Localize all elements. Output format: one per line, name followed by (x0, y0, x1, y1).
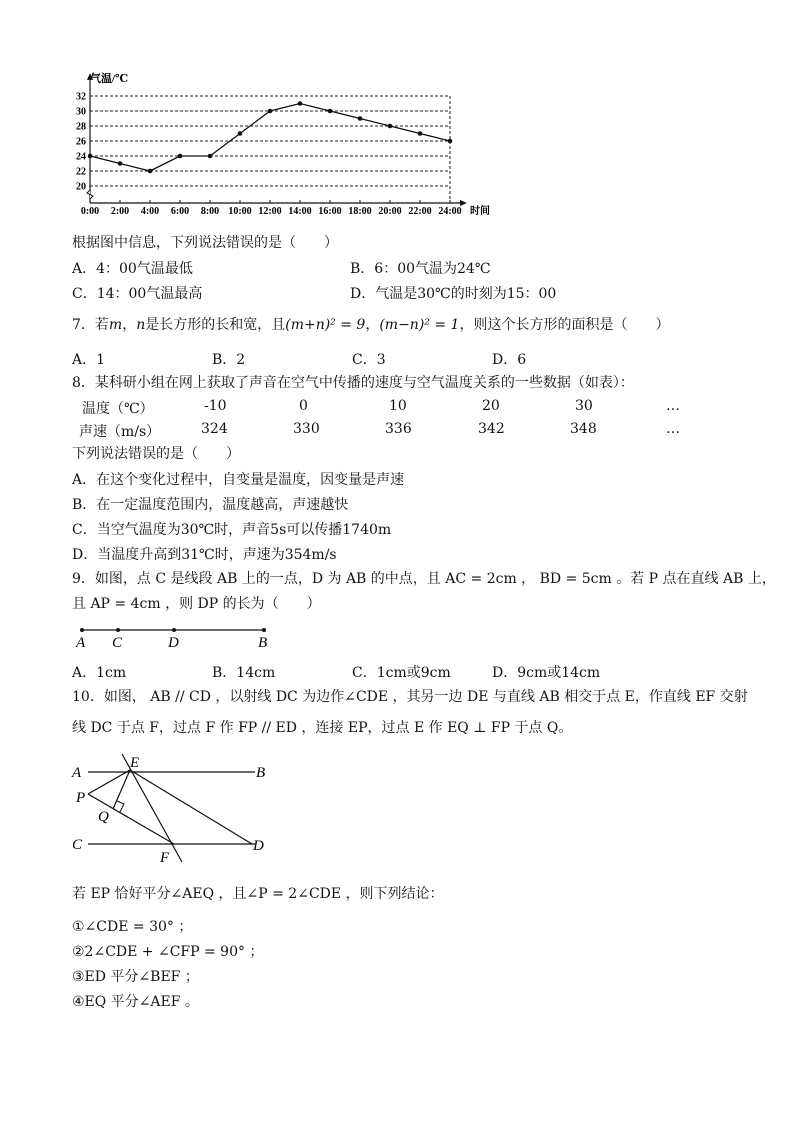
x-tick-label: 4:00 (140, 206, 160, 217)
q10-line1: 10．如图， AB // CD ，以射线 DC 为边作∠CDE ，其另一边 DE 与直线 AB 相交于点 E，作直线 EF 交射 (72, 689, 748, 705)
q7-comma1: ， (122, 317, 137, 333)
q8-table-cell: 324 (201, 421, 228, 437)
q8-table-cell: 0 (299, 398, 308, 414)
q8-table-cell: … (666, 421, 680, 437)
x-tick-label: 16:00 (318, 206, 342, 217)
q7-tail: ，则这个长方形的面积是（ ） (459, 317, 670, 333)
q7-comma2: ， (365, 317, 380, 333)
q10-conclusion-3: ③ED 平分∠BEF ； (72, 969, 199, 985)
q6-option-b[interactable]: B．6：00气温为24℃ (350, 261, 491, 277)
data-point (388, 124, 393, 129)
point-b (262, 628, 266, 632)
q7-var-m: m (108, 317, 123, 333)
q8-table-cell: 20 (482, 398, 500, 414)
data-point (88, 154, 93, 159)
q8-table-cell: 336 (385, 421, 412, 437)
point-d (172, 628, 176, 632)
data-point (148, 169, 153, 174)
q10-conclusion-4: ④EQ 平分∠AEF 。 (72, 994, 199, 1010)
segment-ep (88, 770, 130, 794)
q9-option-d[interactable]: D．9cm或14cm (492, 665, 601, 681)
q7-option-a[interactable]: A．1 (72, 352, 106, 368)
q7-var-n: n (136, 317, 146, 333)
data-point (358, 116, 363, 121)
q8-table-cell: … (666, 398, 680, 414)
y-tick-label: 28 (76, 121, 86, 133)
data-point (238, 131, 243, 136)
series-line (90, 104, 450, 172)
q6-option-c[interactable]: C．14：00气温最高 (72, 286, 203, 302)
q10-geometry-figure (70, 750, 280, 868)
label-b: B (256, 765, 266, 781)
x-tick-label: 12:00 (258, 206, 282, 217)
point-a (80, 628, 84, 632)
q8-option-a[interactable]: A．在这个变化过程中，自变量是温度，因变量是声速 (72, 472, 405, 488)
x-tick-label: 20:00 (378, 206, 402, 217)
q10-conclusion-1: ①∠CDE = 30° ； (72, 919, 193, 935)
label-p: P (76, 790, 86, 806)
label-q: Q (98, 809, 109, 825)
q8-table-cell: 348 (570, 421, 597, 437)
segment-ed (130, 770, 252, 844)
q9-line2: 且 AP = 4cm ，则 DP 的长为（ ） (72, 596, 321, 612)
label-c: C (112, 635, 123, 651)
label-a: A (76, 635, 86, 651)
q8-table-cell: 30 (575, 398, 593, 414)
label-b: B (258, 635, 268, 651)
point-c (116, 628, 120, 632)
data-point (118, 161, 123, 166)
q7-expr1: (m+n)² = 9 (285, 317, 366, 333)
y-tick-label: 26 (76, 136, 86, 148)
data-point (268, 109, 273, 114)
data-point (418, 131, 423, 136)
q10-condition: 若 EP 恰好平分∠AEQ ，且∠P = 2∠CDE ，则下列结论： (72, 886, 444, 902)
label-e: E (130, 755, 140, 771)
label-d: D (168, 635, 179, 651)
chart-y-axis-label: 气温/℃ (90, 73, 129, 85)
q7-prefix: 7．若 (72, 317, 109, 333)
q6-option-a[interactable]: A．4：00气温最低 (72, 261, 193, 277)
q9-segment-figure (70, 618, 280, 654)
q9-option-b[interactable]: B．14cm (212, 665, 276, 681)
q6-option-d[interactable]: D．气温是30℃的时刻为15：00 (350, 286, 557, 302)
q8-table-cell: -10 (204, 398, 227, 414)
data-point (208, 154, 213, 159)
temperature-line-chart (60, 66, 510, 226)
y-tick-label: 22 (76, 166, 86, 178)
q8-table-header-speed: 声速（m/s） (79, 424, 161, 440)
q7-mid: 是长方形的长和宽，且 (145, 317, 286, 333)
q8-option-c[interactable]: C．当空气温度为30℃时，声音5s可以传播1740m (72, 522, 392, 538)
data-point (298, 101, 303, 106)
q7-option-c[interactable]: C．3 (352, 352, 386, 368)
q8-table-cell: 342 (478, 421, 505, 437)
data-point (178, 154, 183, 159)
y-tick-label: 20 (76, 181, 86, 193)
axis-break-mark (87, 190, 93, 199)
chart-x-axis-label: 时间 (470, 206, 490, 217)
q8-table-cell: 330 (293, 421, 320, 437)
q8-option-b[interactable]: B．在一定温度范围内，温度越高，声速越快 (72, 497, 349, 513)
x-tick-label: 2:00 (110, 206, 130, 217)
label-d: D (253, 838, 264, 854)
label-f: F (160, 850, 170, 866)
data-point (328, 109, 333, 114)
x-tick-label: 14:00 (288, 206, 312, 217)
q8-option-d[interactable]: D．当温度升高到31℃时，声速为354m/s (72, 547, 337, 563)
q7-stem (72, 315, 669, 335)
q9-line1: 9．如图，点 C 是线段 AB 上的一点，D 为 AB 的中点，且 AC = 2cm ， BD = 5cm 。若 P 点在直线 AB 上， (72, 571, 776, 587)
x-tick-label: 0:00 (80, 206, 100, 217)
data-point (448, 139, 453, 144)
x-tick-label: 22:00 (408, 206, 432, 217)
q8-question: 下列说法错误的是（ ） (72, 446, 240, 462)
q7-option-b[interactable]: B．2 (212, 352, 246, 368)
q8-table-cell: 10 (389, 398, 407, 414)
right-angle-mark (117, 801, 124, 812)
q10-conclusion-2: ②2∠CDE + ∠CFP = 90° ； (72, 944, 264, 960)
q8-stem: 8．某科研小组在网上获取了声音在空气中传播的速度与空气温度关系的一些数据（如表）： (72, 375, 634, 391)
q10-line2: 线 DC 于点 F，过点 F 作 FP // ED ，连接 EP，过点 E 作 EQ ⊥ FP 于点 Q。 (72, 720, 573, 736)
q7-option-d[interactable]: D．6 (492, 352, 527, 368)
y-tick-label: 30 (76, 106, 86, 118)
x-tick-label: 10:00 (228, 206, 252, 217)
q6-stem: 根据图中信息，下列说法错误的是（ ） (72, 235, 338, 251)
label-c: C (72, 837, 83, 853)
chart-series (88, 101, 453, 173)
q8-table-header-temp: 温度（℃） (82, 401, 154, 417)
x-tick-label: 8:00 (200, 206, 220, 217)
x-tick-label: 24:00 (438, 206, 462, 217)
x-tick-label: 6:00 (170, 206, 190, 217)
label-a: A (72, 765, 82, 781)
x-tick-label: 18:00 (348, 206, 372, 217)
y-tick-label: 32 (76, 91, 86, 103)
y-tick-label: 24 (76, 151, 86, 163)
q7-expr2: (m−n)² = 1 (379, 317, 460, 333)
q9-option-a[interactable]: A．1cm (72, 665, 127, 681)
q9-option-c[interactable]: C．1cm或9cm (352, 665, 451, 681)
